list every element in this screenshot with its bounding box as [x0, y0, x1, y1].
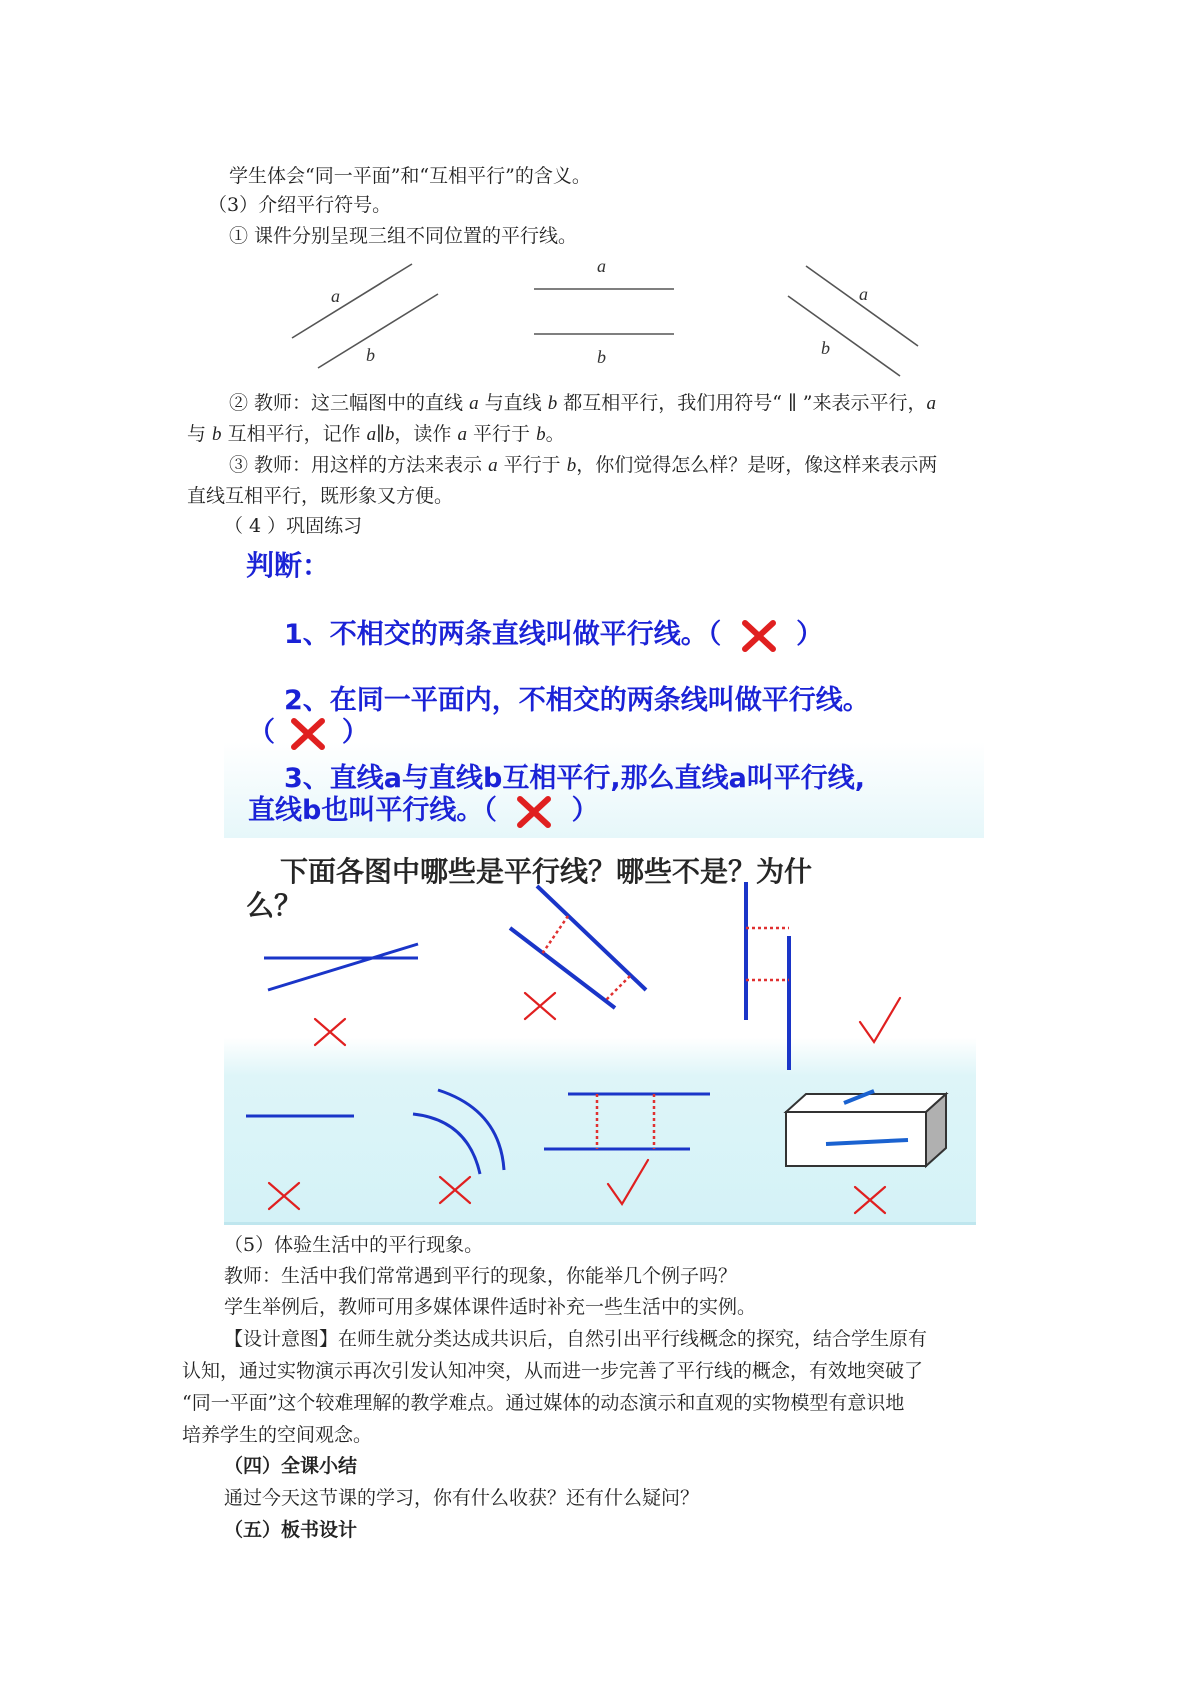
open-paren: （: [248, 717, 275, 748]
text: 与直线: [478, 392, 548, 414]
fig-intersecting: [264, 944, 418, 990]
fig2-label-b: b: [597, 347, 606, 367]
wrong-mark: [516, 795, 552, 829]
fig2-label-a: a: [597, 256, 606, 276]
para-1: 学生体会“同一平面”和“互相平行”的含义。: [229, 165, 591, 187]
section-heading-4: （四）全课小结: [224, 1455, 358, 1477]
slide1-q3-answer: [248, 788, 599, 829]
math-a-par-b: a∥b: [366, 424, 395, 445]
text: 与: [187, 423, 213, 445]
fig1-label-a: a: [331, 286, 340, 306]
check-mark-icon: [860, 998, 900, 1042]
para-2: （3）介绍平行符号。: [208, 194, 392, 216]
math-a: a: [469, 393, 479, 414]
close-paren: ）: [341, 717, 369, 748]
slide1-title: 判断：: [246, 549, 331, 582]
fig3-line-b: [788, 296, 900, 376]
fig1-line-a: [292, 264, 412, 338]
math-b: b: [547, 393, 558, 414]
text: ③ 教师：用这样的方法来表示: [229, 454, 489, 476]
para-16: 通过今天这节课的学习，你有什么收获？还有什么疑问？: [224, 1487, 700, 1509]
slide2-figures: [0, 838, 1191, 1238]
fig1-label-b: b: [366, 345, 375, 365]
check-mark-icon: [608, 1160, 648, 1204]
para-9: （5）体验生活中的平行现象。: [224, 1234, 484, 1256]
para-13: 认知，通过实物演示再次引发认知冲突，从而进一步完善了平行线的概念，有效地突破了: [182, 1360, 924, 1382]
fig3-label-a: a: [859, 284, 868, 304]
close-paren: ）: [571, 795, 599, 826]
para-4: [229, 389, 936, 418]
close-paren: ）: [796, 619, 824, 650]
para-11: 学生举例后，教师可用多媒体课件适时补充一些生活中的实例。: [224, 1296, 757, 1318]
cross-mark-icon: [440, 1177, 470, 1203]
parallel-lines-figure: [0, 250, 1191, 367]
text: 都互相平行，我们用符号“ ∥ ”来表示平行，: [557, 392, 927, 414]
text: ② 教师：这三幅图中的直线: [229, 392, 470, 414]
text: ，读作: [394, 423, 458, 445]
slide2-question-line1: 下面各图中哪些是平行线？哪些不是？为什: [280, 855, 813, 888]
math-b: b: [536, 424, 546, 445]
para-12: 【设计意图】在师生就分类达成共识后，自然引出平行线概念的探究，结合学生原有: [224, 1328, 928, 1350]
text: 平行于: [497, 454, 567, 476]
fig3-label-b: b: [821, 338, 830, 358]
cross-mark-icon: [269, 1183, 299, 1209]
slide1-q1: [284, 612, 823, 653]
math-b: b: [566, 455, 577, 476]
q1-text: 1、不相交的两条直线叫做平行线。（: [284, 619, 722, 650]
math-b: b: [212, 424, 222, 445]
math-a: a: [926, 393, 937, 414]
slide2-question-line2: 么？: [246, 889, 303, 922]
text: ，你们觉得怎么样？是呀，像这样来表示两: [576, 454, 938, 476]
cross-mark-icon: [525, 993, 555, 1019]
q3-text: 3、直线a与直线b互相平行,那么直线a叫平行线,: [284, 763, 866, 794]
cross-mark-icon: [855, 1187, 885, 1213]
wrong-mark: [741, 619, 777, 653]
para-7: 直线互相平行，既形象又方便。: [187, 485, 454, 507]
fig-box: [786, 1094, 946, 1166]
q2-text: 2、在同一平面内，不相交的两条线叫做平行线。: [284, 685, 870, 716]
slide1-q2-answer: [248, 710, 369, 751]
fig3-line-a: [806, 266, 918, 346]
cross-mark-icon: [315, 1019, 345, 1045]
para-3: ① 课件分别呈现三组不同位置的平行线。: [229, 225, 578, 247]
fig-horizontal-lines: [544, 1094, 710, 1149]
text: 平行于: [466, 423, 537, 445]
para-5: [187, 420, 565, 449]
fig-vertical-lines: [746, 882, 789, 1070]
para-14: “同一平面”这个较难理解的教学难点。通过媒体的动态演示和直观的实物模型有意识地: [182, 1392, 905, 1414]
slide1-q2: [284, 678, 870, 717]
section-heading-5: （五）板书设计: [224, 1519, 358, 1541]
para-10: 教师：生活中我们常常遇到平行的现象，你能举几个例子吗？: [224, 1265, 738, 1287]
text: 。: [545, 423, 565, 445]
math-a: a: [488, 455, 498, 476]
math-a: a: [457, 424, 467, 445]
para-15: 培养学生的空间观念。: [182, 1424, 373, 1446]
fig-slanted-lines: [510, 886, 646, 1008]
para-6: [229, 451, 937, 480]
wrong-mark: [290, 717, 326, 751]
q3-text-2: 直线b也叫平行线。（: [248, 795, 497, 826]
para-8: （ 4 ）巩固练习: [224, 515, 363, 537]
fig-arcs: [413, 1090, 504, 1174]
text: 互相平行，记作: [221, 423, 367, 445]
